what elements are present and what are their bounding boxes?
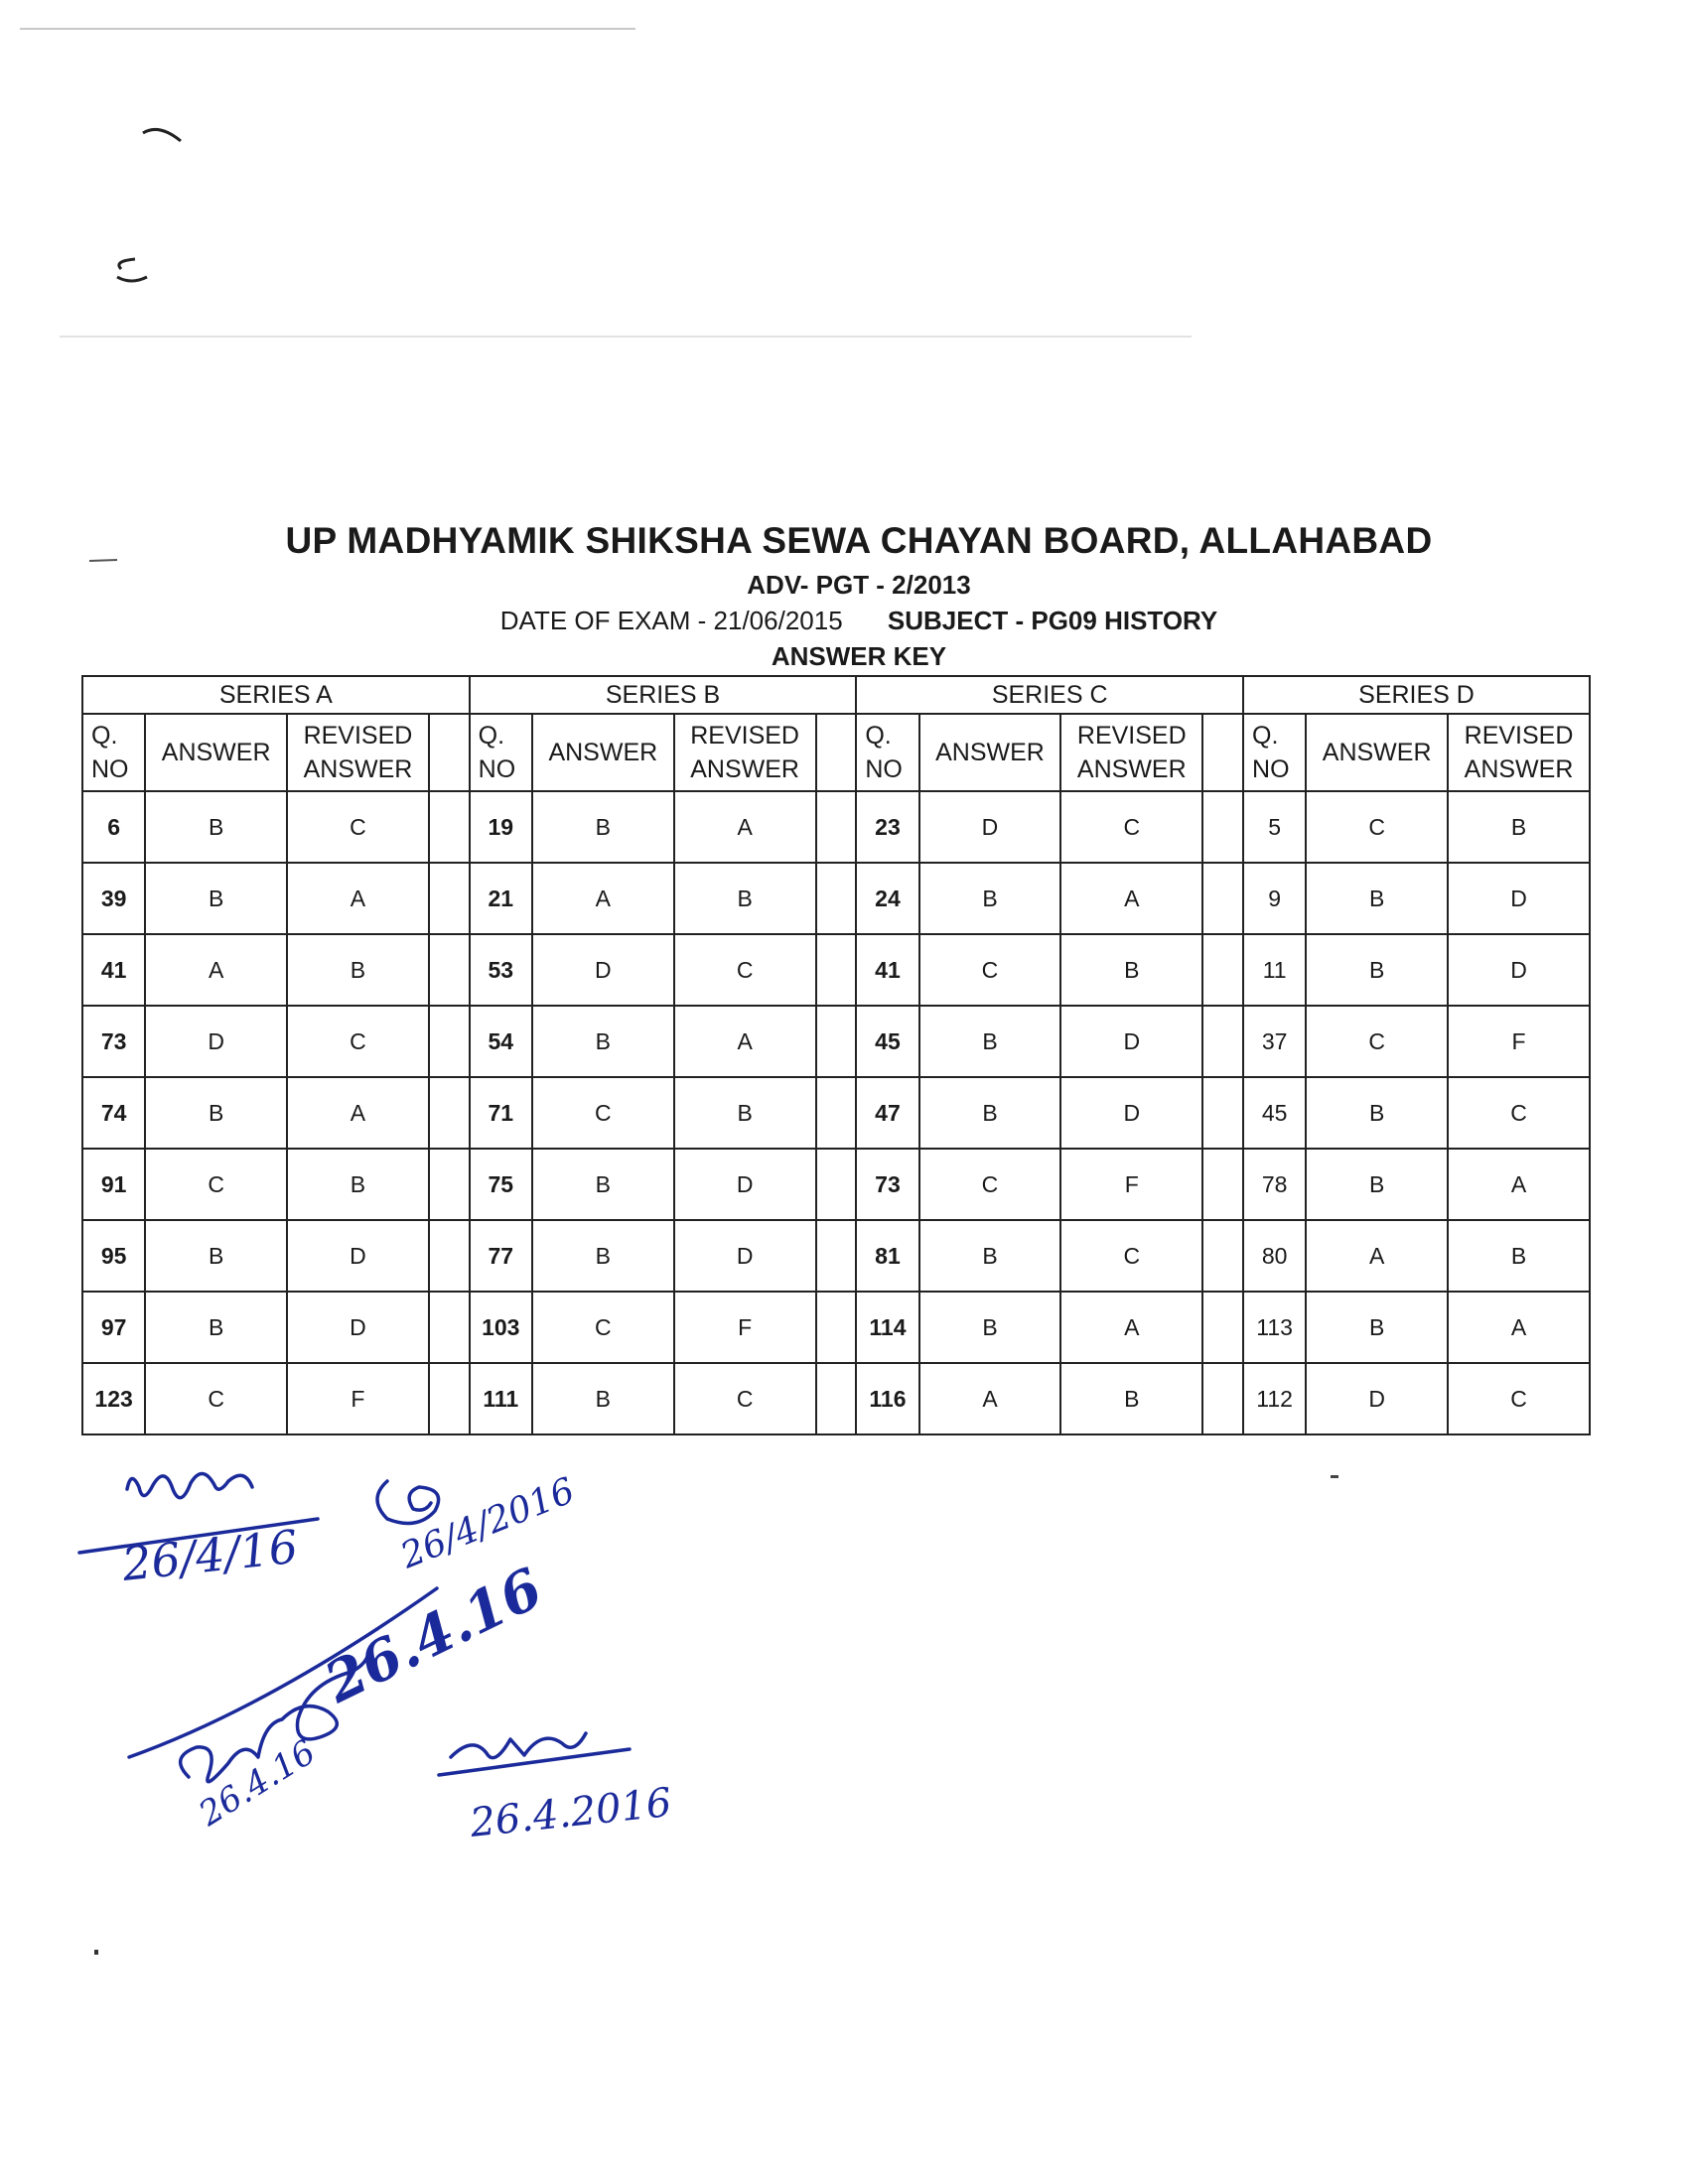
- series-divider: [429, 791, 470, 863]
- signature-4-scribble: [451, 1733, 586, 1758]
- series-divider: [1202, 1292, 1243, 1363]
- board-title: UP MADHYAMIK SHIKSHA SEWA CHAYAN BOARD, ALLAHABAD: [285, 520, 1433, 561]
- revised-header-line1: REVISED: [303, 722, 413, 750]
- series-divider: [1202, 863, 1243, 934]
- advertisement-number: ADV- PGT - 2/2013: [747, 570, 971, 600]
- question-number-d: 9: [1243, 863, 1306, 934]
- series-divider: [429, 863, 470, 934]
- revised-header-line2: ANSWER: [1464, 755, 1574, 783]
- answer-b: B: [532, 1220, 674, 1292]
- answer-b: B: [532, 1363, 674, 1434]
- revised-answer-d: D: [1448, 934, 1590, 1006]
- answer-c: B: [919, 1292, 1061, 1363]
- answer-d: D: [1306, 1363, 1448, 1434]
- subject: SUBJECT - PG09 HISTORY: [887, 606, 1218, 635]
- revised-answer-c: D: [1060, 1077, 1202, 1149]
- answer-header-c: ANSWER: [919, 714, 1061, 791]
- revised-answer-a: F: [287, 1363, 429, 1434]
- revised-answer-a: D: [287, 1220, 429, 1292]
- revised-answer-header-b: [674, 714, 816, 791]
- table-row: [82, 1006, 1590, 1077]
- qno-header-a: [82, 714, 145, 791]
- series-divider: [429, 1006, 470, 1077]
- question-number-a: 97: [82, 1292, 145, 1363]
- answer-a: B: [145, 791, 287, 863]
- answer-b: A: [532, 863, 674, 934]
- column-header-row: [82, 714, 1590, 791]
- revised-answer-header-a: [287, 714, 429, 791]
- revised-answer-header-c: [1060, 714, 1202, 791]
- table-row: [82, 863, 1590, 934]
- series-divider: [429, 714, 470, 791]
- revised-header-line2: ANSWER: [1076, 755, 1187, 783]
- series-divider: [816, 863, 857, 934]
- revised-answer-c: B: [1060, 934, 1202, 1006]
- series-c-heading: SERIES C: [856, 676, 1243, 714]
- question-number-d: 80: [1243, 1220, 1306, 1292]
- revised-answer-b: B: [674, 863, 816, 934]
- answer-a: B: [145, 1292, 287, 1363]
- revised-header-line1: REVISED: [1076, 722, 1187, 750]
- question-number-c: 116: [856, 1363, 918, 1434]
- question-number-a: 41: [82, 934, 145, 1006]
- question-number-c: 47: [856, 1077, 918, 1149]
- question-number-b: 71: [470, 1077, 532, 1149]
- question-number-b: 103: [470, 1292, 532, 1363]
- series-divider: [1202, 1006, 1243, 1077]
- question-number-a: 74: [82, 1077, 145, 1149]
- question-number-c: 23: [856, 791, 918, 863]
- question-number-c: 24: [856, 863, 918, 934]
- table-row: [82, 1220, 1590, 1292]
- series-divider: [429, 1292, 470, 1363]
- revised-answer-b: A: [674, 791, 816, 863]
- answer-rows: [82, 791, 1590, 1434]
- answer-header-a: ANSWER: [145, 714, 287, 791]
- question-number-c: 81: [856, 1220, 918, 1292]
- revised-header-line2: ANSWER: [690, 755, 799, 783]
- answer-b: B: [532, 1006, 674, 1077]
- revised-header-line1: REVISED: [1464, 722, 1574, 750]
- question-number-d: 37: [1243, 1006, 1306, 1077]
- answer-a: B: [145, 1077, 287, 1149]
- answer-d: C: [1306, 1006, 1448, 1077]
- revised-answer-a: A: [287, 1077, 429, 1149]
- stray-mark-top: [139, 119, 199, 149]
- answer-b: B: [532, 1149, 674, 1220]
- revised-answer-a: C: [287, 791, 429, 863]
- series-divider: [816, 934, 857, 1006]
- revised-answer-a: B: [287, 934, 429, 1006]
- qno-header-line1: Q.: [1252, 722, 1279, 750]
- revised-answer-a: C: [287, 1006, 429, 1077]
- question-number-a: 95: [82, 1220, 145, 1292]
- qno-header-c: [856, 714, 918, 791]
- revised-answer-d: B: [1448, 1220, 1590, 1292]
- answer-c: C: [919, 1149, 1061, 1220]
- signature-4-rule: [439, 1749, 630, 1775]
- scan-fold-line: [60, 336, 1192, 338]
- revised-answer-c: A: [1060, 863, 1202, 934]
- signature-date-2: 26/4/2016: [395, 1470, 581, 1577]
- answer-b: C: [532, 1077, 674, 1149]
- answer-c: B: [919, 1006, 1061, 1077]
- answer-c: B: [919, 1220, 1061, 1292]
- qno-header-line1: Q.: [865, 722, 892, 750]
- signature-1-scribble: [127, 1473, 252, 1497]
- revised-answer-d: C: [1448, 1077, 1590, 1149]
- answer-key-title: ANSWER KEY: [771, 641, 947, 671]
- qno-header-line2: NO: [91, 755, 129, 783]
- revised-answer-d: A: [1448, 1149, 1590, 1220]
- scan-speck: [1331, 1475, 1338, 1478]
- revised-answer-d: B: [1448, 791, 1590, 863]
- revised-answer-b: B: [674, 1077, 816, 1149]
- answer-a: A: [145, 934, 287, 1006]
- revised-answer-b: C: [674, 1363, 816, 1434]
- qno-header-line1: Q.: [478, 722, 505, 750]
- revised-answer-c: C: [1060, 791, 1202, 863]
- stray-mark-bracket: [107, 253, 157, 293]
- revised-header-line2: ANSWER: [303, 755, 413, 783]
- exam-info-line: [0, 606, 1688, 636]
- question-number-d: 113: [1243, 1292, 1306, 1363]
- series-divider: [816, 714, 857, 791]
- scan-speck: [94, 1950, 98, 1955]
- series-d-heading: SERIES D: [1243, 676, 1590, 714]
- answer-header-b: ANSWER: [532, 714, 674, 791]
- question-number-b: 19: [470, 791, 532, 863]
- question-number-b: 53: [470, 934, 532, 1006]
- question-number-c: 73: [856, 1149, 918, 1220]
- question-number-a: 6: [82, 791, 145, 863]
- qno-header-line2: NO: [865, 755, 903, 783]
- question-number-c: 41: [856, 934, 918, 1006]
- answer-d: B: [1306, 1077, 1448, 1149]
- question-number-a: 123: [82, 1363, 145, 1434]
- answer-b: B: [532, 791, 674, 863]
- answer-a: B: [145, 863, 287, 934]
- revised-answer-b: F: [674, 1292, 816, 1363]
- revised-answer-d: D: [1448, 863, 1590, 934]
- answer-d: A: [1306, 1220, 1448, 1292]
- revised-answer-c: C: [1060, 1220, 1202, 1292]
- revised-answer-c: D: [1060, 1006, 1202, 1077]
- series-divider: [1202, 934, 1243, 1006]
- table-row: [82, 934, 1590, 1006]
- question-number-b: 111: [470, 1363, 532, 1434]
- signature-date-1: 26/4/16: [119, 1519, 301, 1591]
- question-number-b: 77: [470, 1220, 532, 1292]
- handwritten-signatures: [70, 1459, 784, 1876]
- revised-header-line1: REVISED: [690, 722, 799, 750]
- answer-c: D: [919, 791, 1061, 863]
- answer-d: C: [1306, 791, 1448, 863]
- table-row: [82, 1363, 1590, 1434]
- series-divider: [816, 1292, 857, 1363]
- series-header-row: [82, 676, 1590, 714]
- question-number-a: 73: [82, 1006, 145, 1077]
- answer-d: B: [1306, 1149, 1448, 1220]
- series-divider: [816, 1006, 857, 1077]
- question-number-b: 75: [470, 1149, 532, 1220]
- signature-date-4: 26.4.16: [192, 1731, 323, 1835]
- table-row: [82, 1149, 1590, 1220]
- question-number-c: 45: [856, 1006, 918, 1077]
- series-divider: [816, 1149, 857, 1220]
- revised-answer-a: A: [287, 863, 429, 934]
- revised-answer-header-d: [1448, 714, 1590, 791]
- table-row: [82, 1292, 1590, 1363]
- signature-date-5: 26.4.2016: [468, 1779, 674, 1846]
- revised-answer-b: C: [674, 934, 816, 1006]
- qno-header-line1: Q.: [91, 722, 118, 750]
- series-b-heading: SERIES B: [470, 676, 857, 714]
- exam-date: DATE OF EXAM - 21/06/2015: [499, 606, 843, 635]
- qno-header-d: [1243, 714, 1306, 791]
- answer-c: A: [919, 1363, 1061, 1434]
- series-divider: [816, 1077, 857, 1149]
- revised-answer-b: D: [674, 1149, 816, 1220]
- qno-header-b: [470, 714, 532, 791]
- question-number-d: 78: [1243, 1149, 1306, 1220]
- answer-a: D: [145, 1006, 287, 1077]
- revised-answer-c: A: [1060, 1292, 1202, 1363]
- answer-d: B: [1306, 934, 1448, 1006]
- series-divider: [1202, 1077, 1243, 1149]
- answer-c: B: [919, 1077, 1061, 1149]
- question-number-d: 45: [1243, 1077, 1306, 1149]
- revised-answer-d: A: [1448, 1292, 1590, 1363]
- answer-header-d: ANSWER: [1306, 714, 1448, 791]
- answer-b: D: [532, 934, 674, 1006]
- qno-header-line2: NO: [478, 755, 516, 783]
- question-number-d: 112: [1243, 1363, 1306, 1434]
- question-number-c: 114: [856, 1292, 918, 1363]
- qno-header-line2: NO: [1252, 755, 1290, 783]
- revised-answer-b: A: [674, 1006, 816, 1077]
- answer-d: B: [1306, 863, 1448, 934]
- answer-c: B: [919, 863, 1061, 934]
- revised-answer-d: F: [1448, 1006, 1590, 1077]
- series-divider: [816, 791, 857, 863]
- table-row: [82, 1077, 1590, 1149]
- answer-a: C: [145, 1363, 287, 1434]
- answer-key-table: [81, 675, 1591, 1435]
- series-divider: [429, 1077, 470, 1149]
- series-divider: [429, 1149, 470, 1220]
- scan-edge-line: [20, 28, 635, 30]
- question-number-d: 11: [1243, 934, 1306, 1006]
- table-row: [82, 791, 1590, 863]
- series-divider: [429, 934, 470, 1006]
- revised-answer-a: D: [287, 1292, 429, 1363]
- series-divider: [429, 1220, 470, 1292]
- answer-b: C: [532, 1292, 674, 1363]
- series-divider: [1202, 791, 1243, 863]
- series-a-heading: SERIES A: [82, 676, 470, 714]
- revised-answer-b: D: [674, 1220, 816, 1292]
- signature-date-3: 26.4.16: [315, 1555, 553, 1716]
- series-divider: [1202, 1363, 1243, 1434]
- signature-2-mark: [377, 1481, 439, 1524]
- revised-answer-a: B: [287, 1149, 429, 1220]
- series-divider: [429, 1363, 470, 1434]
- series-divider: [816, 1363, 857, 1434]
- series-divider: [1202, 1220, 1243, 1292]
- revised-answer-c: F: [1060, 1149, 1202, 1220]
- question-number-a: 91: [82, 1149, 145, 1220]
- question-number-a: 39: [82, 863, 145, 934]
- answer-a: B: [145, 1220, 287, 1292]
- question-number-d: 5: [1243, 791, 1306, 863]
- answer-c: C: [919, 934, 1061, 1006]
- revised-answer-c: B: [1060, 1363, 1202, 1434]
- series-divider: [1202, 714, 1243, 791]
- answer-a: C: [145, 1149, 287, 1220]
- series-divider: [816, 1220, 857, 1292]
- answer-d: B: [1306, 1292, 1448, 1363]
- question-number-b: 21: [470, 863, 532, 934]
- question-number-b: 54: [470, 1006, 532, 1077]
- series-divider: [1202, 1149, 1243, 1220]
- revised-answer-d: C: [1448, 1363, 1590, 1434]
